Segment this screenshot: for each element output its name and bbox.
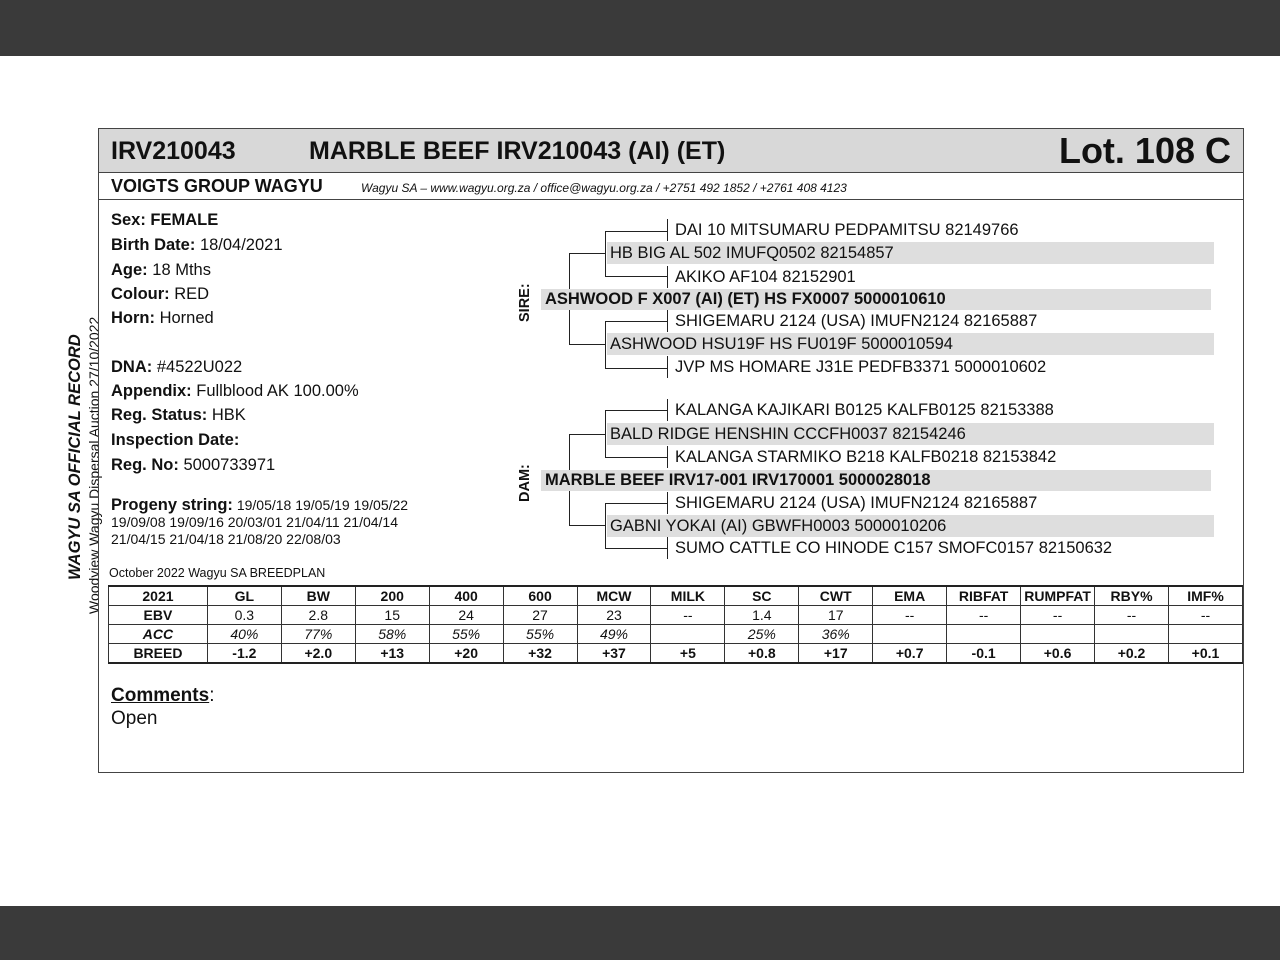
ebv-row <box>109 606 1243 625</box>
sire-dam-bracket-bottom <box>605 368 667 369</box>
ebv-cell: -- <box>1095 606 1169 625</box>
age-field: Age: 18 Mths <box>111 261 211 279</box>
sire-sire-bracket-top <box>605 231 667 232</box>
dam-sire-bracket-top <box>605 410 667 411</box>
ebv-cell: -- <box>1021 606 1095 625</box>
comments-value: Open <box>111 708 158 729</box>
breed-cell: -0.1 <box>947 644 1021 664</box>
animal-record-card <box>98 128 1244 773</box>
contact-info: Wagyu SA – www.wagyu.org.za / office@wagyu.org.za / +2751 492 1852 / +2761 408 4123 <box>361 181 847 195</box>
dam-sire-dam: KALANGA STARMIKO B218 KALFB0218 82153842 <box>675 448 1057 466</box>
ebv-cell: 1.4 <box>725 606 799 625</box>
breed-cell: +13 <box>355 644 429 664</box>
ebv-cell: -- <box>947 606 1021 625</box>
breed-cell: +0.1 <box>1169 644 1243 664</box>
dam-sire-bracket-bottom <box>605 457 667 458</box>
sire-sire-sire: DAI 10 MITSUMARU PEDPAMITSU 82149766 <box>675 221 1019 239</box>
animal-id: IRV210043 <box>111 137 236 165</box>
ebv-cell: 27 <box>503 606 577 625</box>
ebv-cell: 24 <box>429 606 503 625</box>
acc-cell: 77% <box>281 625 355 644</box>
dam: MARBLE BEEF IRV17-001 IRV170001 5000028018 <box>541 470 1211 491</box>
acc-cell: 58% <box>355 625 429 644</box>
ebv-cell: 2.8 <box>281 606 355 625</box>
official-record-subtitle: Woodview Wagyu Dispersal Auction 27/10/2022 <box>86 316 102 614</box>
acc-cell <box>873 625 947 644</box>
breed-cell: -1.2 <box>207 644 281 664</box>
year-cell: 2021 <box>109 586 208 606</box>
breedplan-caption: October 2022 Wagyu SA BREEDPLAN <box>109 566 326 580</box>
breedplan-table <box>108 585 1243 664</box>
breed-cell: +0.8 <box>725 644 799 664</box>
sdd-tick <box>667 356 668 378</box>
sire-bracket-bottom <box>569 344 605 345</box>
acc-cell <box>1169 625 1243 644</box>
dam-bracket-top <box>569 434 605 435</box>
trait-header: 600 <box>503 586 577 606</box>
trait-header: MILK <box>651 586 725 606</box>
reg-no-field: Reg. No: 5000733971 <box>111 456 276 474</box>
acc-row <box>109 625 1243 644</box>
dam-dam-bracket-top <box>605 503 667 504</box>
trait-header: GL <box>207 586 281 606</box>
trait-header: MCW <box>577 586 651 606</box>
acc-cell <box>1095 625 1169 644</box>
ebv-cell: -- <box>873 606 947 625</box>
breeder-row <box>99 173 1243 200</box>
sire: ASHWOOD F X007 (AI) (ET) HS FX0007 5000010610 <box>541 289 1211 310</box>
breed-label: BREED <box>109 644 208 664</box>
lot-number: Lot. 108 C <box>1058 130 1231 171</box>
breed-cell: +0.6 <box>1021 644 1095 664</box>
animal-name: MARBLE BEEF IRV210043 (AI) (ET) <box>309 137 726 165</box>
progeny-string: Progeny string: 19/05/18 19/05/19 19/05/22 19/09/08 19/09/16 20/03/01 21/04/11 21/04/14 21/04/15 21/04/18 21/08/20 22/08/03 <box>111 496 409 547</box>
comments-label: Comments: <box>111 685 215 706</box>
dam-dam-dam: SUMO CATTLE CO HINODE C157 SMOFC0157 82150632 <box>675 539 1113 557</box>
ebv-cell: -- <box>1169 606 1243 625</box>
sire-dam-dam: JVP MS HOMARE J31E PEDFB3371 5000010602 <box>675 358 1047 376</box>
trait-header: 400 <box>429 586 503 606</box>
dna-field: DNA: #4522U022 <box>111 358 243 376</box>
breed-cell: +0.2 <box>1095 644 1169 664</box>
acc-cell <box>947 625 1021 644</box>
breed-cell: +37 <box>577 644 651 664</box>
sire-dam: ASHWOOD HSU19F HS FU019F 5000010594 <box>607 333 1214 355</box>
official-record-title: WAGYU SA OFFICIAL RECORD <box>66 334 84 580</box>
acc-cell: 36% <box>799 625 873 644</box>
sire-dam-bracket-top <box>605 321 667 322</box>
trait-header: RBY% <box>1095 586 1169 606</box>
sire-sire-dam: AKIKO AF104 82152901 <box>675 268 856 286</box>
trait-header: BW <box>281 586 355 606</box>
dam-sire: BALD RIDGE HENSHIN CCCFH0037 82154246 <box>607 423 1214 445</box>
ebv-cell: 17 <box>799 606 873 625</box>
dam-dam-bracket <box>605 503 606 548</box>
acc-cell <box>1021 625 1095 644</box>
bottom-bar <box>0 906 1280 960</box>
dds-tick <box>667 492 668 514</box>
dam-dam: GABNI YOKAI (AI) GBWFH0003 5000010206 <box>607 515 1214 537</box>
trait-header: IMF% <box>1169 586 1243 606</box>
ssd-tick <box>667 266 668 288</box>
breed-cell: +17 <box>799 644 873 664</box>
dss-tick <box>667 399 668 421</box>
breed-cell: +20 <box>429 644 503 664</box>
birth-date-field: Birth Date: 18/04/2021 <box>111 236 283 254</box>
reg-status-field: Reg. Status: HBK <box>111 406 246 424</box>
ebv-cell: 23 <box>577 606 651 625</box>
sss-tick <box>667 219 668 241</box>
record-header <box>99 129 1243 173</box>
breed-cell: +5 <box>651 644 725 664</box>
sire-dam-sire: SHIGEMARU 2124 (USA) IMUFN2124 82165887 <box>675 312 1038 330</box>
sire-sire-bracket <box>605 231 606 276</box>
dam-dam-bracket-bottom <box>605 548 667 549</box>
dam-label: DAM: <box>517 464 533 502</box>
top-bar <box>0 0 1280 56</box>
breed-cell: +32 <box>503 644 577 664</box>
acc-cell: 55% <box>503 625 577 644</box>
ddd-tick <box>667 537 668 559</box>
colour-field: Colour: RED <box>111 285 210 303</box>
ebv-cell: 15 <box>355 606 429 625</box>
sire-sire-bracket-bottom <box>605 276 667 277</box>
acc-cell: 49% <box>577 625 651 644</box>
acc-cell: 55% <box>429 625 503 644</box>
acc-label: ACC <box>109 625 208 644</box>
trait-header: RUMPFAT <box>1021 586 1095 606</box>
trait-header: EMA <box>873 586 947 606</box>
ebv-cell: -- <box>651 606 725 625</box>
breed-cell: +2.0 <box>281 644 355 664</box>
dam-bracket-bottom <box>569 525 605 526</box>
acc-cell: 40% <box>207 625 281 644</box>
ebv-cell: 0.3 <box>207 606 281 625</box>
dsd-tick <box>667 446 668 468</box>
sire-sire: HB BIG AL 502 IMUFQ0502 82154857 <box>607 242 1214 264</box>
dam-sire-bracket <box>605 410 606 457</box>
sex-field: Sex: FEMALE <box>111 211 219 229</box>
sds-tick <box>667 310 668 332</box>
breed-row <box>109 644 1243 664</box>
trait-header: RIBFAT <box>947 586 1021 606</box>
breeder-name: VOIGTS GROUP WAGYU <box>111 176 323 196</box>
appendix-field: Appendix: Fullblood AK 100.00% <box>111 382 359 400</box>
inspection-date-field: Inspection Date: <box>111 431 240 449</box>
horn-field: Horn: Horned <box>111 309 214 327</box>
trait-header: 200 <box>355 586 429 606</box>
sire-label: SIRE: <box>517 283 533 322</box>
breed-cell: +0.7 <box>873 644 947 664</box>
table-header-row <box>109 586 1243 606</box>
trait-header: CWT <box>799 586 873 606</box>
dam-dam-sire: SHIGEMARU 2124 (USA) IMUFN2124 82165887 <box>675 494 1038 512</box>
sire-dam-bracket <box>605 321 606 368</box>
acc-cell <box>651 625 725 644</box>
ebv-label: EBV <box>109 606 208 625</box>
dam-sire-sire: KALANGA KAJIKARI B0125 KALFB0125 82153388 <box>675 401 1054 419</box>
trait-header: SC <box>725 586 799 606</box>
acc-cell: 25% <box>725 625 799 644</box>
sire-bracket-top <box>569 253 605 254</box>
